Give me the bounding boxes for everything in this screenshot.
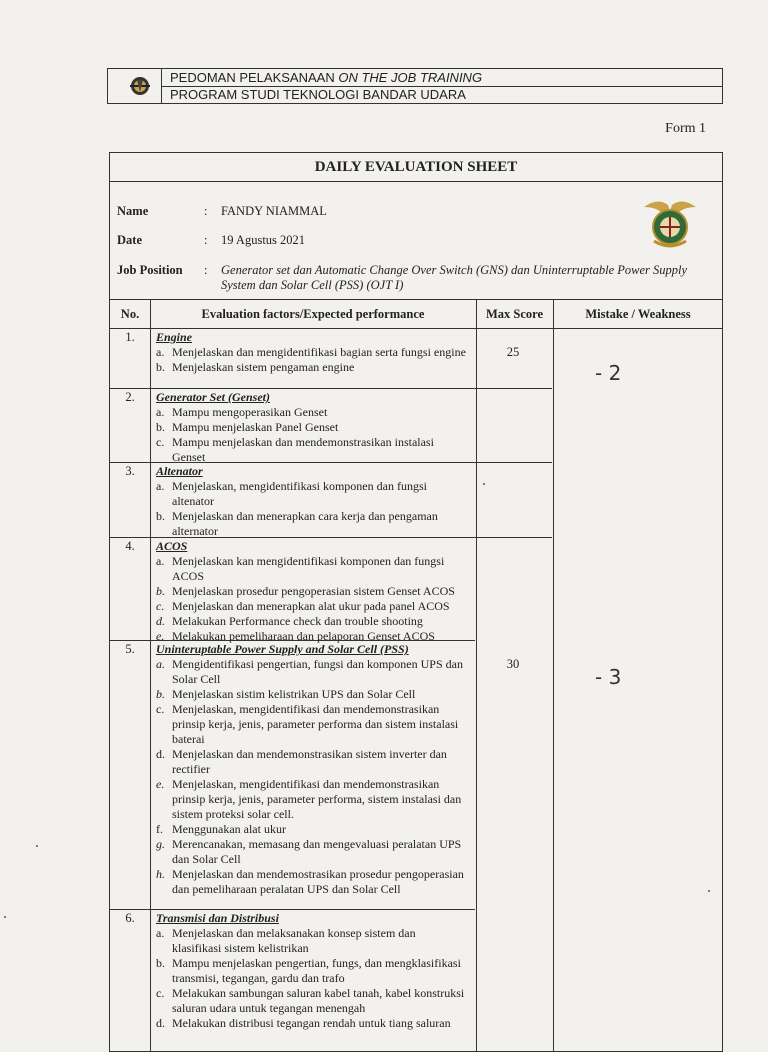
table-header-border (110, 328, 722, 329)
row-title: Generator Set (Genset) (156, 390, 270, 404)
list-item (156, 867, 466, 897)
item-text: Melakukan Performance check dan trouble shooting (172, 614, 423, 628)
item-text: Mampu menjelaskan dan mendemonstrasikan instalasi Genset (172, 435, 434, 464)
list-item (156, 822, 466, 837)
header-max-score: Max Score (485, 307, 544, 321)
table-top-border (110, 299, 722, 300)
table-row (156, 911, 466, 1031)
list-item (156, 657, 466, 687)
item-text: Menjelaskan prosedur pengoperasian sistem Genset ACOS (172, 584, 455, 598)
item-letter: e. (156, 777, 165, 791)
item-text: Mampu mengoperasikan Genset (172, 405, 328, 419)
row-title: Transmisi dan Distribusi (156, 911, 279, 925)
job-position-value: Generator set dan Automatic Change Over Switch (GNS) dan Uninterruptable Power Supply System dan Solar Cell (PSS) (OJT I) (221, 263, 688, 292)
handwritten-mistake: - 2 (595, 361, 622, 385)
item-letter: a. (156, 926, 165, 940)
list-item (156, 360, 466, 375)
item-letter: c. (156, 435, 165, 449)
max-score-value: 25 (506, 345, 520, 359)
max-score-value: 30 (506, 657, 520, 671)
row-title: ACOS (156, 539, 188, 553)
row-number: 1. (125, 330, 135, 344)
scan-speck (4, 916, 6, 918)
list-item (156, 614, 466, 629)
institution-emblem-icon (640, 193, 700, 253)
item-letter: a. (156, 405, 165, 419)
header-factors: Evaluation factors/Expected performance (201, 307, 425, 321)
table-row (156, 642, 466, 897)
row-divider-1 (110, 388, 552, 389)
list-item (156, 986, 466, 1016)
item-letter: c. (156, 599, 165, 613)
item-letter: a. (156, 554, 165, 568)
item-text: Menjelaskan dan mengidentifikasi bagian serta fungsi engine (172, 345, 466, 359)
list-item (156, 687, 466, 702)
row-title: Altenator (156, 464, 203, 478)
list-item (156, 420, 466, 435)
item-letter: d. (156, 614, 165, 628)
header-mistake: Mistake / Weakness (585, 307, 691, 321)
item-letter: c. (156, 986, 165, 1000)
row-title: Engine (156, 330, 193, 344)
item-letter: h. (156, 867, 165, 881)
item-text: Menjelaskan dan melaksanakan konsep sistem dan klasifikasi sistem kelistrikan (172, 926, 416, 955)
list-item (156, 926, 466, 956)
row-number: 4. (125, 539, 135, 553)
name-value: FANDY NIAMMAL (221, 204, 327, 218)
item-letter: b. (156, 956, 165, 970)
list-item (156, 509, 466, 539)
row-number: 5. (125, 642, 135, 656)
item-text: Melakukan pemeliharaan dan pelaporan Genset ACOS (172, 629, 435, 643)
name-colon: : (204, 204, 208, 218)
scan-speck (483, 483, 485, 485)
table-row (156, 330, 466, 375)
item-text: Merencanakan, memasang dan mengevaluasi peralatan UPS dan Solar Cell (172, 837, 462, 866)
evaluation-sheet (109, 152, 723, 1052)
row-number: 6. (125, 911, 135, 925)
item-text: Menjelaskan, mengidentifikasi dan mendemonstrasikan prinsip kerja, jenis, parameter performa, sistem instalasi dan sistem proteksi solar cell. (172, 777, 462, 821)
item-letter: b. (156, 509, 165, 523)
list-item (156, 599, 466, 614)
date-value: 19 Agustus 2021 (221, 233, 306, 247)
list-item (156, 702, 466, 747)
list-item (156, 345, 466, 360)
row-number: 2. (125, 390, 135, 404)
header-logo-cell (108, 69, 162, 103)
col-divider-factors (476, 299, 477, 1051)
list-item (156, 584, 466, 599)
table-row (156, 464, 466, 539)
item-text: Menjelaskan, mengidentifikasi dan mendemonstrasikan prinsip kerja, jenis, parameter performa dan sistem instalasi baterai (172, 702, 459, 746)
item-text: Menjelaskan dan menerapkan cara kerja dan pengaman alternator (172, 509, 438, 538)
list-item (156, 747, 466, 777)
list-item (156, 837, 466, 867)
col-divider-score (553, 299, 554, 1051)
list-item (156, 956, 466, 986)
item-text: Mampu menjelaskan Panel Genset (172, 420, 339, 434)
header-title-prefix: PEDOMAN PELAKSANAAN (170, 70, 339, 85)
handwritten-mistake: - 3 (595, 665, 622, 689)
item-letter: d. (156, 747, 165, 761)
date-colon: : (204, 233, 208, 247)
item-letter: a. (156, 345, 165, 359)
item-text: Melakukan sambungan saluran kabel tanah, kabel konstruksi saluran udara untuk tegangan menengah (172, 986, 465, 1015)
date-label: Date (117, 233, 142, 247)
job-position-colon: : (204, 263, 208, 277)
item-letter: b. (156, 687, 165, 701)
row-title: Uninteruptable Power Supply and Solar Cell (PSS) (156, 642, 409, 656)
item-text: Mampu menjelaskan pengertian, fungs, dan mengklasifikasi transmisi, tegangan, gardu dan trafo (172, 956, 461, 985)
col-divider-no (150, 299, 151, 1051)
header-no: No. (120, 307, 140, 321)
list-item (156, 435, 466, 465)
item-text: Menjelaskan sistem pengaman engine (172, 360, 355, 374)
item-text: Menjelaskan, mengidentifikasi komponen dan fungsi altenator (172, 479, 427, 508)
item-text: Mengidentifikasi pengertian, fungsi dan komponen UPS dan Solar Cell (172, 657, 463, 686)
item-text: Menjelaskan dan mendemostrasikan prosedur pengoperasian dan pemeliharaan peralatan UPS dan Solar Cell (172, 867, 464, 896)
item-letter: a. (156, 657, 165, 671)
header-title-italic: ON THE JOB TRAINING (338, 70, 483, 85)
list-item (156, 777, 466, 822)
item-letter: e. (156, 629, 165, 643)
item-letter: c. (156, 702, 165, 716)
job-position-label: Job Position (117, 263, 183, 277)
item-letter: b. (156, 420, 165, 434)
item-letter: a. (156, 479, 165, 493)
list-item (156, 554, 466, 584)
item-letter: g. (156, 837, 165, 851)
header-title-line1 (162, 69, 722, 87)
name-label: Name (117, 204, 149, 218)
document-header (107, 68, 723, 104)
item-text: Menjelaskan dan mendemonstrasikan sistem inverter dan rectifier (172, 747, 447, 776)
scan-speck (36, 845, 38, 847)
list-item (156, 479, 466, 509)
row-divider-5 (110, 909, 475, 910)
header-title-line2: PROGRAM STUDI TEKNOLOGI BANDAR UDARA (170, 87, 466, 102)
item-text: Melakukan distribusi tegangan rendah untuk tiang saluran (172, 1016, 451, 1030)
item-letter: b. (156, 584, 165, 598)
item-text: Menjelaskan dan menerapkan alat ukur pada panel ACOS (172, 599, 450, 613)
row-number: 3. (125, 464, 135, 478)
item-letter: d. (156, 1016, 165, 1030)
form-number-label: Form 1 (665, 121, 706, 136)
item-text: Menggunakan alat ukur (172, 822, 286, 836)
item-letter: b. (156, 360, 165, 374)
item-letter: f. (156, 822, 163, 836)
scan-speck (708, 890, 710, 892)
item-text: Menjelaskan sistim kelistrikan UPS dan Solar Cell (172, 687, 416, 701)
sheet-title: DAILY EVALUATION SHEET (110, 153, 722, 182)
item-text: Menjelaskan kan mengidentifikasi komponen dan fungsi ACOS (172, 554, 445, 583)
list-item (156, 405, 466, 420)
table-row (156, 539, 466, 644)
table-row (156, 390, 466, 465)
institution-logo-icon (108, 69, 161, 103)
